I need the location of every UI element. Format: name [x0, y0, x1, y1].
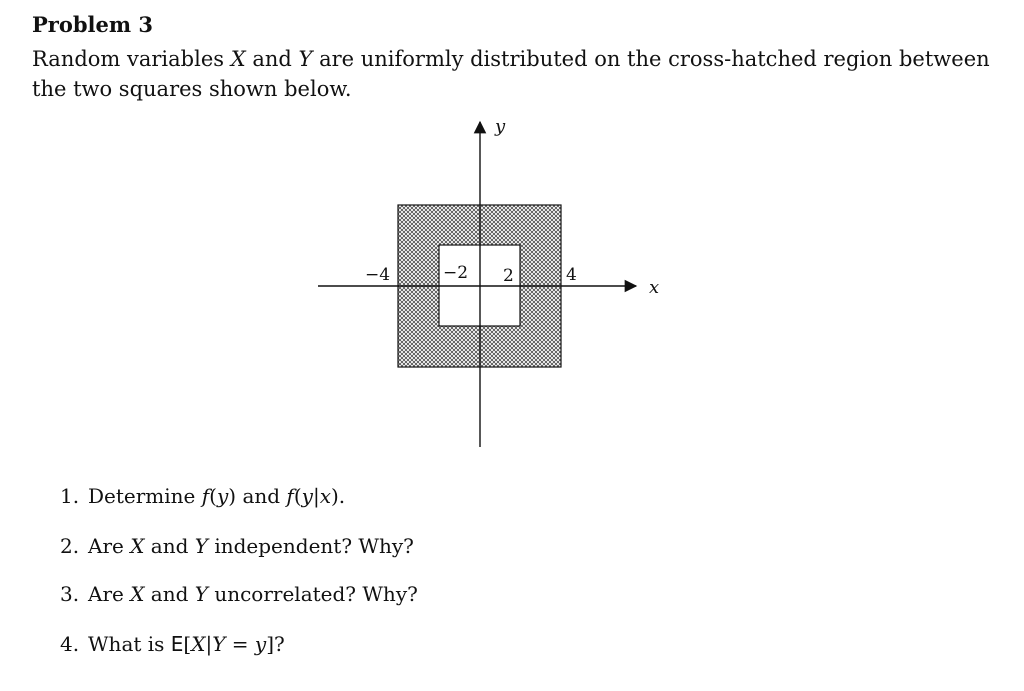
intro-and: and	[245, 47, 299, 71]
question-4-text: What is E[X|Y = y]?	[88, 632, 285, 656]
question-4	[60, 632, 285, 656]
question-1	[60, 484, 345, 508]
x-axis-label: x	[649, 277, 660, 298]
var-X: X	[230, 47, 246, 71]
question-3	[60, 582, 418, 606]
question-number: 3.	[60, 582, 80, 606]
question-2-text: Are X and Y independent? Why?	[88, 534, 414, 558]
question-number: 2.	[60, 534, 80, 558]
tick-label-neg4: −4	[365, 265, 391, 285]
intro-text-2: are uniformly distributed on the cross-hatched region between the two squares shown below.	[32, 47, 990, 101]
question-2	[60, 534, 414, 558]
tick-label-neg2: −2	[443, 263, 469, 283]
var-Y: Y	[298, 47, 313, 71]
tick-label-4: 4	[566, 265, 577, 285]
tick-label-2: 2	[503, 266, 514, 286]
y-axis-label: y	[495, 116, 506, 137]
question-1-text: Determine f(y) and f(y|x).	[88, 484, 346, 508]
question-3-text: Are X and Y uncorrelated? Why?	[88, 582, 418, 606]
intro-text-1: Random variables	[32, 47, 231, 71]
problem-title: Problem 3	[32, 12, 154, 37]
question-number: 4.	[60, 632, 80, 656]
question-number: 1.	[60, 484, 80, 508]
